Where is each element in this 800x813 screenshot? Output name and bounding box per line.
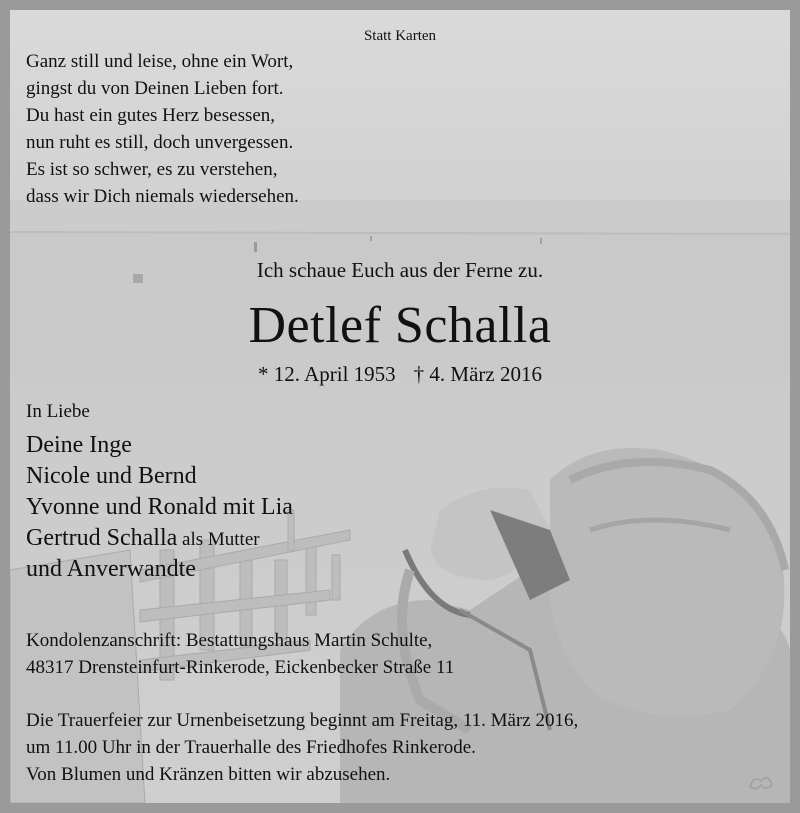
- mourner-role: als Mutter: [177, 529, 260, 550]
- service-info: [26, 707, 578, 788]
- distant-figure: [254, 242, 257, 252]
- life-dates: [10, 362, 790, 387]
- mourner-name: Gertrud Schalla: [26, 525, 178, 551]
- poem-line: dass wir Dich niemals wiedersehen.: [26, 186, 299, 207]
- distant-figure: [540, 238, 542, 244]
- mourner-line: [26, 523, 293, 554]
- mourners-list: [26, 430, 293, 585]
- service-line: Von Blumen und Kränzen bitten wir abzusehen.: [26, 764, 391, 785]
- service-line: um 11.00 Uhr in der Trauerhalle des Friedhofes Rinkerode.: [26, 737, 476, 758]
- memorial-poem: [26, 48, 299, 210]
- poem-line: Ganz still und leise, ohne ein Wort,: [26, 51, 294, 72]
- mourner-line: Deine Inge: [26, 432, 132, 458]
- address-line: Kondolenzanschrift: Bestattungshaus Martin Schulte,: [26, 630, 433, 651]
- poem-line: nun ruht es still, doch unvergessen.: [26, 132, 294, 153]
- quote: Ich schaue Euch aus der Ferne zu.: [256, 258, 544, 282]
- address-line: 48317 Drensteinfurt-Rinkerode, Eickenbecker Straße 11: [26, 657, 455, 678]
- birth-date: * 12. April 1953: [258, 362, 396, 386]
- deceased-name: Detlef Schalla: [248, 297, 552, 354]
- condolence-address: [26, 627, 454, 681]
- death-date: † 4. März 2016: [413, 362, 542, 386]
- poem-line: Es ist so schwer, es zu verstehen,: [26, 159, 278, 180]
- mourner-line: Nicole und Bernd: [26, 463, 197, 489]
- service-line: Die Trauerfeier zur Urnenbeisetzung beginnt am Freitag, 11. März 2016,: [26, 710, 579, 731]
- poem-line: gingst du von Deinen Lieben fort.: [26, 78, 284, 99]
- distant-figure: [370, 236, 372, 241]
- in-liebe-label: In Liebe: [26, 401, 90, 422]
- poem-line: Du hast ein gutes Herz besessen,: [26, 105, 276, 126]
- obituary-notice: [10, 10, 790, 803]
- mourner-line: und Anverwandte: [26, 556, 196, 582]
- mourner-line: Yvonne und Ronald mit Lia: [26, 494, 293, 520]
- header-statt-karten: Statt Karten: [363, 28, 437, 44]
- publisher-logo-icon: [746, 771, 776, 793]
